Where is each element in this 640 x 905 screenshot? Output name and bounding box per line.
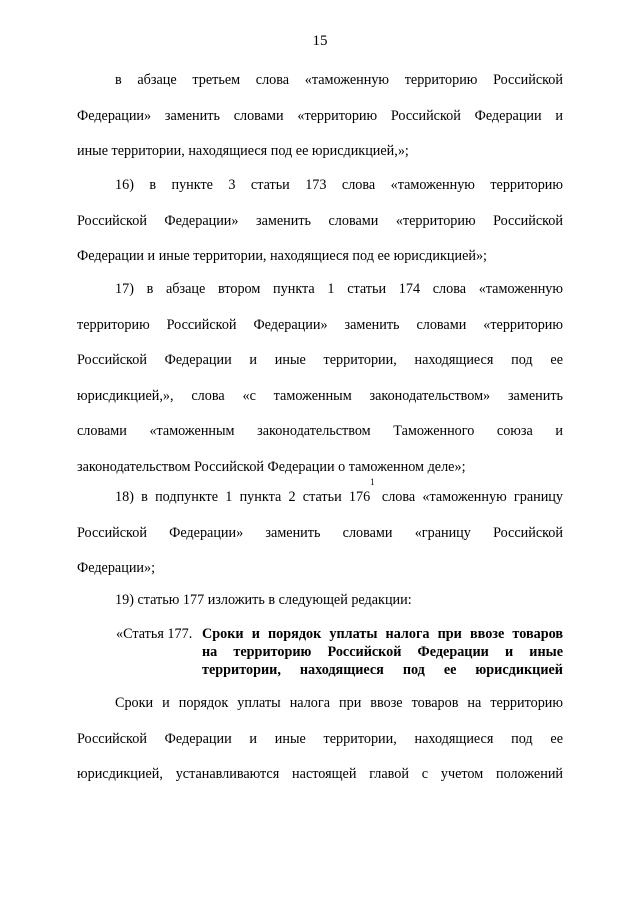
paragraph-line: Российской Федерации» заменить словами «границу Российской xyxy=(77,524,563,541)
paragraph-line: Сроки и порядок уплаты налога при ввозе товаров на территорию xyxy=(115,695,563,711)
article-title xyxy=(202,625,563,679)
paragraph-line: 18) в подпункте 1 пункта 2 статьи $176^1$ слова «таможенную границу xyxy=(115,477,563,505)
paragraph-19 xyxy=(77,583,563,619)
paragraph-line: Федерации»; xyxy=(77,560,156,576)
superscript: 1 xyxy=(370,477,375,487)
paragraph-line: словами «таможенным законодательством Таможенного союза и xyxy=(77,423,563,439)
paragraph-line: юрисдикцией, устанавливаются настоящей главой с учетом положений xyxy=(77,766,563,782)
paragraph-18 xyxy=(77,477,563,587)
paragraph-line: законодательством Российской Федерации о таможенном деле»; xyxy=(77,458,466,475)
paragraph-article-body xyxy=(77,686,563,793)
article-prefix: «Статья 177. xyxy=(116,626,193,642)
paragraph-line: Российской Федерации и иные территории, находящиеся под ее xyxy=(77,352,563,368)
page-number: 15 xyxy=(312,33,328,49)
paragraph-line: юрисдикцией,», слова «с таможенным законодательством» заменить xyxy=(77,387,563,404)
paragraph-line: Федерации и иные территории, находящиеся под ее юрисдикцией»; xyxy=(77,248,487,264)
paragraph-line: 19) статью 177 изложить в следующей редакции: xyxy=(115,592,412,608)
paragraph-16 xyxy=(77,168,563,275)
paragraph-line: 16) в пункте 3 статьи 173 слова «таможенную территорию xyxy=(115,177,563,193)
paragraph-line: Российской Федерации и иные территории, находящиеся под ее xyxy=(77,730,563,747)
paragraph-line: в абзаце третьем слова «таможенную территорию Российской xyxy=(115,72,563,88)
article-title-line: на территорию Российской Федерации и иные xyxy=(202,644,563,660)
paragraph-line: иные территории, находящиеся под ее юрисдикцией,»; xyxy=(77,143,409,159)
paragraph-line: Российской Федерации» заменить словами «территорию Российской xyxy=(77,212,563,229)
paragraph-line: 17) в абзаце втором пункта 1 статьи 174 слова «таможенную xyxy=(115,281,563,297)
paragraph-line: Федерации» заменить словами «территорию Российской Федерации и xyxy=(77,107,563,124)
article-title-line: Сроки и порядок уплаты налога при ввозе товаров xyxy=(202,626,563,642)
paragraph-17 xyxy=(77,272,563,485)
article-title-line: территории, находящиеся под ее юрисдикцией xyxy=(202,662,563,678)
paragraph-line: территорию Российской Федерации» заменить словами «территорию xyxy=(77,316,563,333)
paragraph-1 xyxy=(77,63,563,170)
